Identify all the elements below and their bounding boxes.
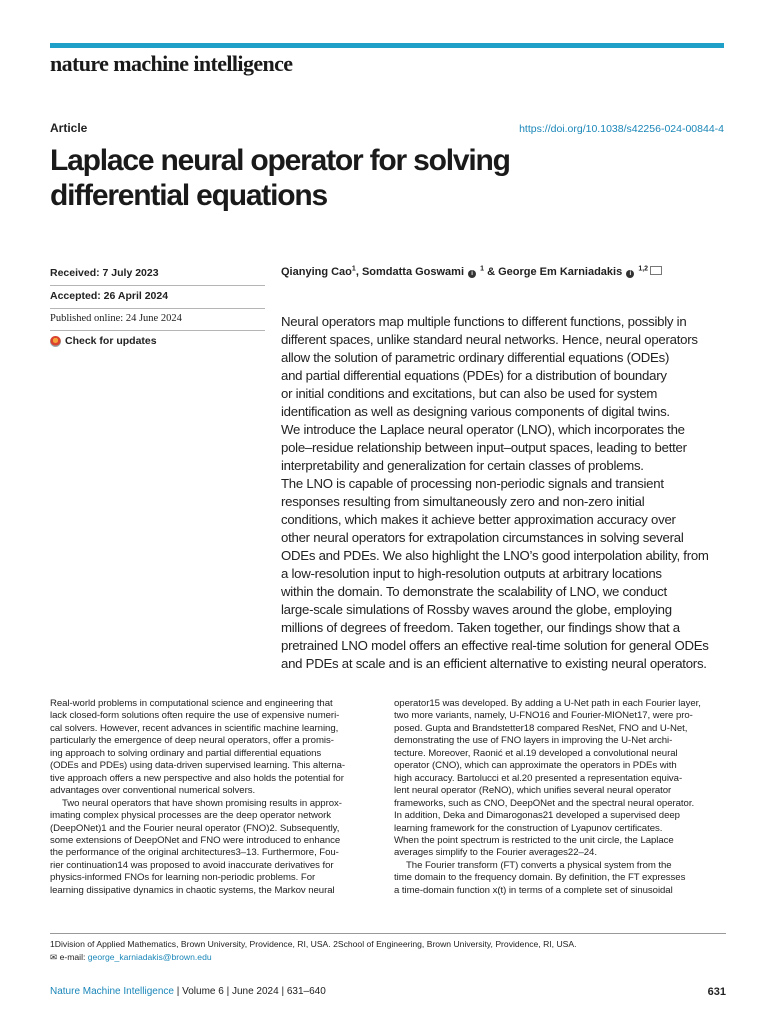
footnotes xyxy=(50,938,577,964)
body-line: particularly the emergence of deep neural operators, offer a promis- xyxy=(50,735,334,747)
abstract-line: and partial differential equations (PDEs) for a distribution of boundary xyxy=(281,368,667,383)
journal-name: nature machine intelligence xyxy=(50,51,293,76)
accepted-date: Accepted: 26 April 2024 xyxy=(50,286,265,309)
body-line: posed. Gupta and Brandstetter18 compared ResNet, FNO and U-Net, xyxy=(394,722,688,734)
email-link[interactable]: george_karniadakis@brown.edu xyxy=(87,952,212,962)
body-column-right xyxy=(394,698,728,897)
check-updates-link[interactable] xyxy=(50,331,265,353)
page-number: 631 xyxy=(707,986,726,998)
abstract-line: and PDEs at scale and is an efficient alternative to existing neural operators. xyxy=(281,656,707,671)
orcid-icon[interactable]: i xyxy=(626,270,634,278)
body-line: When the point spectrum is restricted to the unit circle, the Laplace xyxy=(394,834,674,846)
correspondence xyxy=(50,951,577,964)
author-separator: , xyxy=(355,266,362,278)
doi-link[interactable]: https://doi.org/10.1038/s42256-024-00844-4 xyxy=(519,123,724,135)
body-line: The Fourier transform (FT) converts a physical system from the xyxy=(406,859,672,871)
author-list xyxy=(281,266,662,278)
author-name: George Em Karniadakis xyxy=(498,266,623,278)
body-line: operator15 was developed. By adding a U-Net path in each Fourier layer, xyxy=(394,698,701,709)
abstract xyxy=(281,313,726,673)
body-line: Real-world problems in computational science and engineering that xyxy=(50,698,333,709)
author-affiliation: 1,2 xyxy=(638,265,649,273)
abstract-line: pole–residue relationship between input–output spaces, leading to better xyxy=(281,440,687,455)
abstract-line: or initial conditions and excitations, but can also be used for system xyxy=(281,386,658,401)
abstract-line: Neural operators map multiple functions to different functions, possibly in xyxy=(281,314,687,329)
title-line: differential equations xyxy=(50,179,327,212)
body-line: averages simplify to the Fourier averages22–24. xyxy=(394,847,597,859)
body-line: frameworks, such as CNO, DeepONet and the spectral neural operator. xyxy=(394,797,695,809)
body-line: time domain to the frequency domain. By definition, the FT expresses xyxy=(394,872,686,884)
body-line: cal solvers. However, recent advances in scientific machine learning, xyxy=(50,722,339,734)
abstract-line: identification as well as designing various components of digital twins. xyxy=(281,404,670,419)
abstract-line: millions of degrees of freedom. Taken together, our findings show that a xyxy=(281,620,680,635)
footer-journal-link[interactable]: Nature Machine Intelligence xyxy=(50,986,174,997)
article-type-label: Article xyxy=(50,121,88,135)
body-line: demonstrating the use of FNO layers in improving the U-Net archi- xyxy=(394,735,673,747)
footer-issue-details: | Volume 6 | June 2024 | 631–640 xyxy=(173,986,326,997)
title-line: Laplace neural operator for solving xyxy=(50,144,510,177)
body-line: high accuracy. Bartolucci et al.20 presented a representation equiva- xyxy=(394,772,683,784)
body-line: Two neural operators that have shown promising results in approx- xyxy=(62,797,342,809)
abstract-line: pretrained LNO model offers an effective real-time solution for general ODEs xyxy=(281,638,709,653)
abstract-line: different spaces, unlike standard neural networks. Hence, neural operators xyxy=(281,332,698,347)
body-line: rier continuation14 was proposed to avoid inaccurate derivatives for xyxy=(50,859,334,871)
body-line: tive approach offers a new perspective and also holds the potential for xyxy=(50,772,344,784)
body-column-left xyxy=(50,698,384,897)
author-separator: & xyxy=(484,266,499,278)
crossmark-icon xyxy=(50,336,61,347)
article-dates xyxy=(50,263,265,353)
body-line: lent neural operator (ReNO), which unifies several neural operator xyxy=(394,785,672,797)
author-name: Qianying Cao xyxy=(281,266,352,278)
abstract-line: a low-resolution input to high-resolution outputs at arbitrary locations xyxy=(281,566,662,581)
body-line: some extensions of DeepONet and FNO were introduced to enhance xyxy=(50,834,341,846)
abstract-line: responses resulting from simultaneously zero and non-zero initial xyxy=(281,494,645,509)
abstract-line: within the domain. To demonstrate the scalability of LNO, we conduct xyxy=(281,584,667,599)
author-affiliation: 1 xyxy=(480,265,485,273)
body-line: learning dissipative dynamics in chaotic systems, the Markov neural xyxy=(50,884,335,896)
abstract-line: We introduce the Laplace neural operator (LNO), which incorporates the xyxy=(281,422,685,437)
check-updates-label: Check for updates xyxy=(65,335,157,347)
body-line: ing approach to solving ordinary and partial differential equations xyxy=(50,747,322,759)
orcid-icon[interactable]: i xyxy=(468,270,476,278)
page-footer xyxy=(50,986,726,997)
received-date: Received: 7 July 2023 xyxy=(50,263,265,286)
body-line: (DeepONet)1 and the Fourier neural operator (FNO)2. Subsequently, xyxy=(50,822,340,834)
body-line: physics-informed FNOs for learning non-periodic problems. For xyxy=(50,872,316,884)
body-line: lack closed-form solutions often require the use of expensive numeri- xyxy=(50,710,340,722)
footnote-divider xyxy=(50,933,726,934)
abstract-line: interpretability and generalization for certain classes of problems. xyxy=(281,458,644,473)
email-label: e-mail: xyxy=(59,952,88,962)
abstract-line: large-scale simulations of Rossby waves around the globe, employing xyxy=(281,602,672,617)
abstract-line: ODEs and PDEs. We also highlight the LNO’s good interpolation ability, from xyxy=(281,548,709,563)
author-affiliation: 1 xyxy=(351,265,356,273)
body-line: a time-domain function x(t) in terms of a complete set of sinusoidal xyxy=(394,884,673,896)
article-title xyxy=(50,143,730,213)
body-line: learning framework for the construction of Lyapunov certificates. xyxy=(394,822,663,834)
body-line: operator (CNO), which can approximate the operators in PDEs with xyxy=(394,760,677,772)
author-name: Somdatta Goswami xyxy=(361,266,465,278)
abstract-line: The LNO is capable of processing non-periodic signals and transient xyxy=(281,476,664,491)
abstract-line: other neural operators for extrapolation circumstances in solving several xyxy=(281,530,684,545)
body-line: advantages over conventional numerical solvers. xyxy=(50,785,256,797)
body-line: (ODEs and PDEs) using data-driven supervised learning. This alterna- xyxy=(50,760,346,772)
published-date: Published online: 24 June 2024 xyxy=(50,309,265,331)
affiliations: 1Division of Applied Mathematics, Brown University, Providence, RI, USA. 2School of Engineering, Brown University, Providence, RI, USA. xyxy=(50,939,577,949)
body-line: tecture. Moreover, Raonić et al.19 developed a convolutional neural xyxy=(394,747,678,759)
body-line: In addition, Deka and Dimarogonas21 developed a supervised deep xyxy=(394,810,680,822)
journal-header-bar xyxy=(50,43,724,48)
body-line: two more variants, namely, U-FNO16 and Fourier-MIONet17, were pro- xyxy=(394,710,693,722)
abstract-line: allow the solution of parametric ordinary differential equations (ODEs) xyxy=(281,350,670,365)
body-line: the performance of the original architectures3–13. Furthermore, Fou- xyxy=(50,847,339,859)
abstract-line: conditions, which makes it achieve better approximation accuracy over xyxy=(281,512,676,527)
envelope-icon: ✉ xyxy=(50,952,58,962)
body-line: imating complex physical processes are the deep operator network xyxy=(50,810,332,822)
email-icon[interactable] xyxy=(650,266,662,275)
